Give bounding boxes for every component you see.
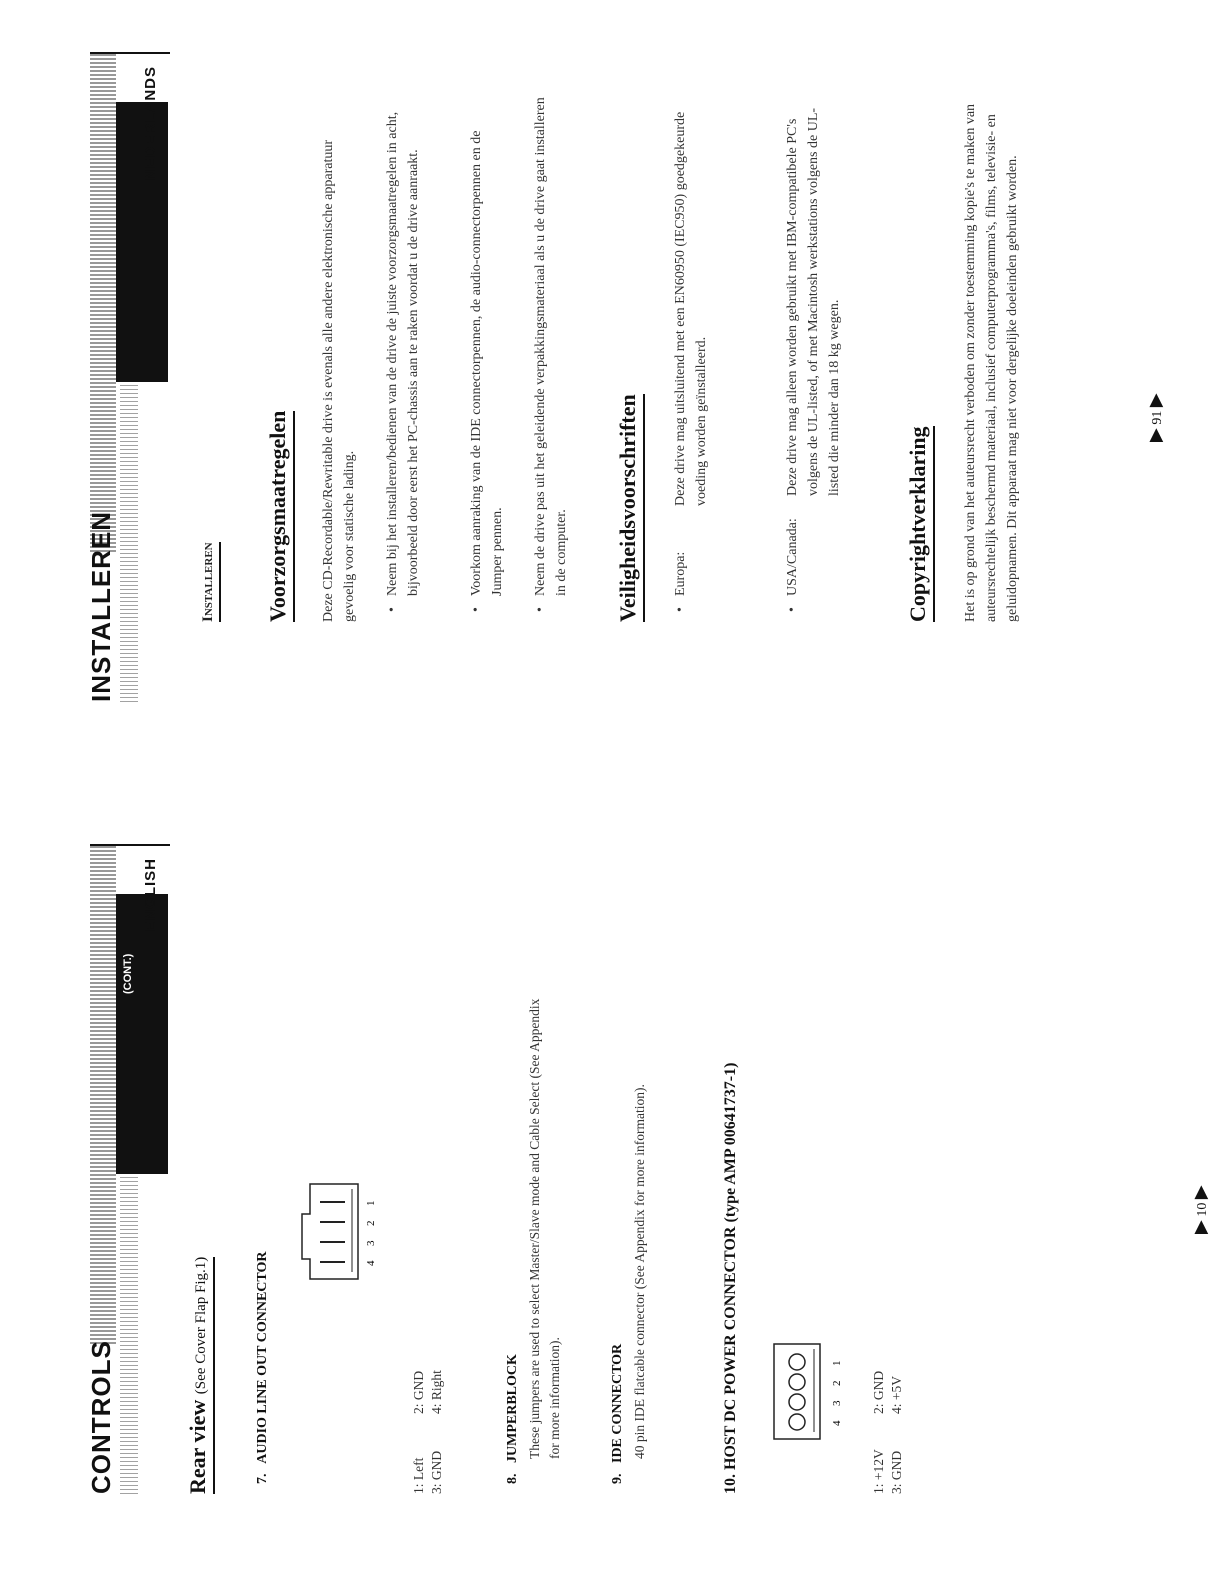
copyright-text: Het is op grond van het auteursrecht verboden om zonder toestemming kopie's te maken van auteursrechtelijk beschermd materiaal, inclusief computerprogramma's, films, televisie- en geluidopnamen. Dit apparaat mag niet voor dergelijke doeleinden gebruikt worden. [963, 103, 1020, 622]
veiligheid-label: Europa: [673, 551, 688, 596]
audio-pin-desc: 4: Right [429, 1370, 444, 1414]
banner-pattern-small [120, 382, 138, 702]
installeren-subtitle: Installeren [200, 542, 221, 622]
veiligheid-label: USA/Canada: [785, 518, 800, 596]
page-number-text: 10 [1195, 1202, 1210, 1217]
power-pin-desc: 4: +5V [889, 1376, 904, 1414]
audio-connector-pins [320, 1189, 352, 1272]
header-rule [90, 52, 170, 54]
audio-connector-diagram [300, 1174, 380, 1284]
power-pin-label: 1 [831, 1360, 843, 1366]
english-header-banner [82, 844, 168, 1504]
audio-pin-list [410, 1334, 446, 1494]
header-title: CONTROLS [86, 1340, 116, 1494]
power-connector-outline [774, 1344, 820, 1439]
rear-view-title-text: Rear view [185, 1399, 210, 1494]
audio-pin-desc: 3: GND [429, 1450, 444, 1494]
item-heading-text: IDE CONNECTOR [610, 1343, 625, 1463]
item-8-heading [505, 1354, 521, 1484]
audio-pin-label: 3 [365, 1240, 377, 1246]
triangle-icon: ▶ [1190, 1185, 1210, 1200]
item-heading-text: AUDIO LINE OUT CONNECTOR [255, 1251, 270, 1464]
item-number: 10. [722, 1474, 739, 1494]
power-pin-label: 4 [831, 1420, 843, 1426]
language-label: NEDERLANDS [142, 66, 159, 181]
header-rule [90, 844, 170, 846]
page-number [1145, 393, 1166, 442]
audio-pin-desc: 1: Left [411, 1457, 426, 1494]
banner-pattern [90, 52, 116, 552]
item-9-text: 40 pin IDE flatcable connector (See Appendix for more information). [632, 1084, 647, 1459]
power-pin-label: 2 [831, 1380, 843, 1386]
item-number: 8. [505, 1473, 520, 1484]
power-pin-label: 3 [831, 1400, 843, 1406]
english-page [0, 792, 1224, 1584]
copyright-title: Copyrightverklaring [905, 426, 935, 622]
language-label: ENGLISH [142, 858, 159, 932]
voorzorg-bullet: • Voorkom aanraking van de IDE connectorpennen, de audio-connectorpennen en de Jumper pennen. [466, 86, 508, 612]
power-connector-pins [789, 1349, 814, 1432]
power-pin-list [870, 1334, 906, 1494]
voorzorg-bullet: • Neem de drive pas uit het geleidende verpakkingsmateriaal als u de drive gaat installeren in de computer. [530, 86, 572, 612]
audio-pin-label: 1 [365, 1200, 377, 1206]
veiligheid-text: Deze drive mag uitsluitend met een EN60950 (IEC950) goedgekeurde voeding worden geïnstalleerd. [673, 111, 709, 506]
voorzorg-bullet: • Neem bij het installeren/bedienen van de drive de juiste voorzorgsmaatregelen in acht, bijvoorbeeld door eerst het PC-chassis aan te raken voordat u de drive aanraakt. [382, 86, 424, 612]
veiligheid-title: Veiligheidsvoorschriften [615, 394, 645, 622]
triangle-icon: ▶ [1190, 1220, 1210, 1234]
item-10-heading [722, 1063, 740, 1494]
item-number: 7. [255, 1473, 270, 1484]
banner-pattern [90, 844, 116, 1344]
triangle-icon: ▶ [1145, 393, 1165, 408]
item-7-heading [255, 1252, 271, 1484]
banner-pattern-small [120, 1174, 138, 1494]
item-8-text: These jumpers are used to select Master/Slave mode and Cable Select (See Appendix for more information). [527, 998, 562, 1459]
page-number-text: 91 [1150, 410, 1165, 425]
audio-pin-label: 2 [365, 1220, 377, 1226]
veiligheid-text: Deze drive mag alleen worden gebruikt met IBM-compatibele PC's volgens de UL-listed, of met Macintosh werkstations volgens de UL-listed die minder dan 18 kg wegen. [785, 107, 842, 496]
item-heading-text: HOST DC POWER CONNECTOR (type AMP 00641737-1) [722, 1062, 739, 1470]
header-title: INSTALLEREN [86, 510, 116, 702]
item-heading-text: JUMPERBLOCK [505, 1354, 520, 1463]
power-connector-diagram [770, 1334, 850, 1444]
power-pin-desc: 2: GND [871, 1370, 886, 1414]
rear-view-note: (See Cover Flap Fig.1) [193, 1256, 209, 1395]
power-pin-desc: 1: +12V [871, 1449, 886, 1494]
triangle-icon: ▶ [1145, 428, 1165, 442]
voorzorg-intro: Deze CD-Recordable/Rewritable drive is evenals alle andere elektronische apparatuur gevoelig voor statische lading. [321, 139, 357, 622]
audio-pin-desc: 2: GND [411, 1370, 426, 1414]
veiligheid-item [782, 86, 845, 612]
rear-view-title [185, 1257, 215, 1494]
page-number [1190, 1185, 1211, 1234]
voorzorg-title: Voorzorgsmaatregelen [265, 411, 295, 622]
power-pin-desc: 3: GND [889, 1450, 904, 1494]
header-black-block [116, 894, 168, 1174]
veiligheid-item [670, 86, 712, 612]
audio-connector-outline [302, 1184, 358, 1279]
item-number: 9. [610, 1473, 625, 1484]
item-9-heading [610, 1344, 626, 1484]
header-cont-label: (CONT.) [122, 953, 134, 994]
audio-pin-label: 4 [365, 1260, 377, 1266]
dutch-header-banner [82, 52, 168, 712]
